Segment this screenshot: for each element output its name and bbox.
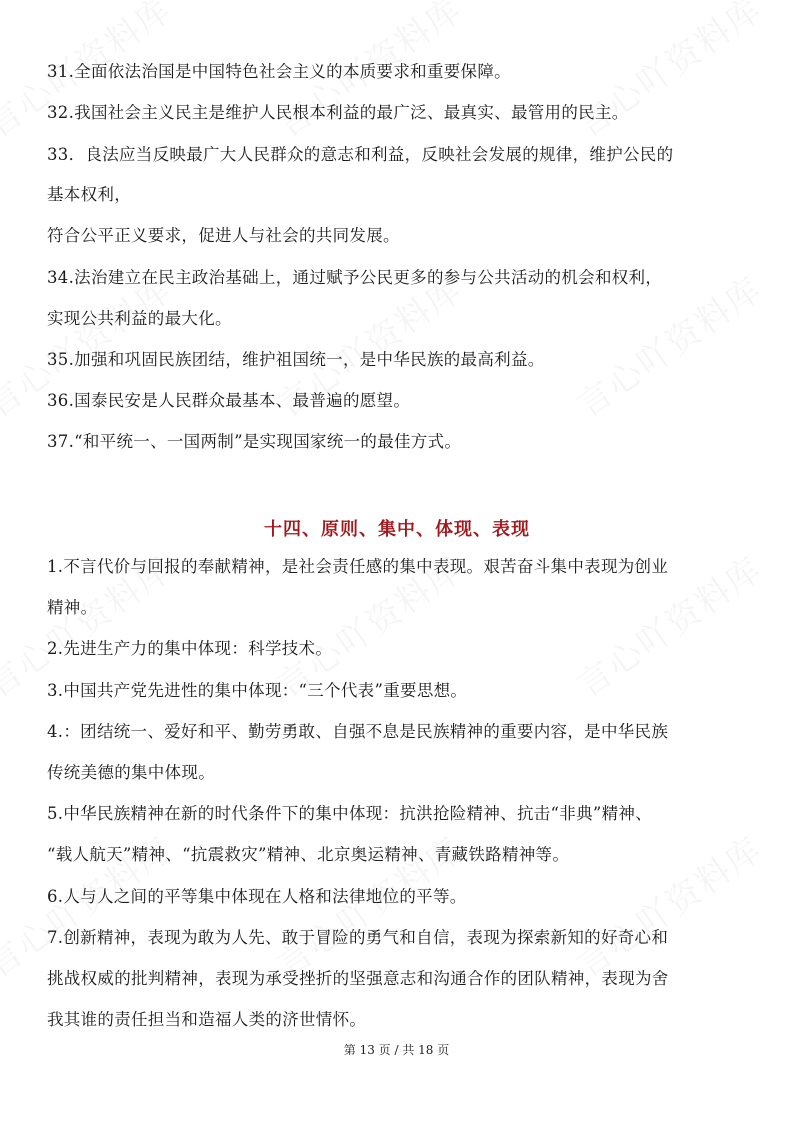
list-item-33: 33．良法应当反映最广大人民群众的意志和利益，反映社会发展的规律，维护公民的 <box>47 145 674 164</box>
list-item-33-cont: 符合公平正义要求，促进人与社会的共同发展。 <box>47 226 400 245</box>
list-item-34: 34.法治建立在民主政治基础上，通过赋予公民更多的参与公共活动的机会和权利， <box>47 268 663 287</box>
list-item-2: 2.先进生产力的集中体现：科学技术。 <box>47 639 333 658</box>
list-item-5: 5.中华民族精神在新的时代条件下的集中体现：抗洪抢险精神、抗击“非典”精神、 <box>47 804 653 823</box>
page-number: 第 13 页 / 共 18 页 <box>343 1043 450 1057</box>
list-item-35: 35.加强和巩固民族团结，维护祖国统一，是中华民族的最高利益。 <box>47 350 545 369</box>
list-item-3: 3.中国共产党先进性的集中体现：“三个代表”重要思想。 <box>47 681 468 700</box>
list-item-33-cont: 基本权利， <box>47 185 131 204</box>
list-item-5-cont: “载人航天”精神、“抗震救灾”精神、北京奥运精神、青藏铁路精神等。 <box>47 845 570 864</box>
list-item-36: 36.国泰民安是人民群众最基本、最普遍的愿望。 <box>47 391 411 410</box>
list-item-31: 31.全面依法治国是中国特色社会主义的本质要求和重要保障。 <box>47 62 511 81</box>
section-title: 十四、原则、集中、体现、表现 <box>264 519 530 540</box>
watermark <box>565 822 770 986</box>
list-item-37: 37.“和平统一、一国两制”是实现国家统一的最佳方式。 <box>47 432 462 451</box>
list-item-1-cont: 精神。 <box>47 598 98 617</box>
list-item-7-cont: 挑战权威的批判精神，表现为承受挫折的坚强意志和沟通合作的团队精神，表现为舍 <box>47 969 669 988</box>
list-item-7-cont: 我其谁的责任担当和造福人类的济世情怀。 <box>47 1010 367 1029</box>
list-item-1: 1.不言代价与回报的奉献精神，是社会责任感的集中表现。艰苦奋斗集中表现为创业 <box>47 557 669 576</box>
list-item-6: 6.人与人之间的平等集中体现在人格和法律地位的平等。 <box>47 887 467 906</box>
list-item-32: 32.我国社会主义民主是维护人民根本利益的最广泛、最真实、最管用的民主。 <box>47 103 629 122</box>
watermark <box>565 0 770 147</box>
list-item-7: 7.创新精神，表现为敢为人先、敢于冒险的勇气和自信，表现为探索新知的好奇心和 <box>47 928 669 947</box>
list-item-34-cont: 实现公共利益的最大化。 <box>47 309 232 328</box>
list-item-4-cont: 传统美德的集中体现。 <box>47 763 215 782</box>
list-item-4: 4.：团结统一、爱好和平、勤劳勇敢、自强不息是民族精神的重要内容，是中华民族 <box>47 722 669 741</box>
